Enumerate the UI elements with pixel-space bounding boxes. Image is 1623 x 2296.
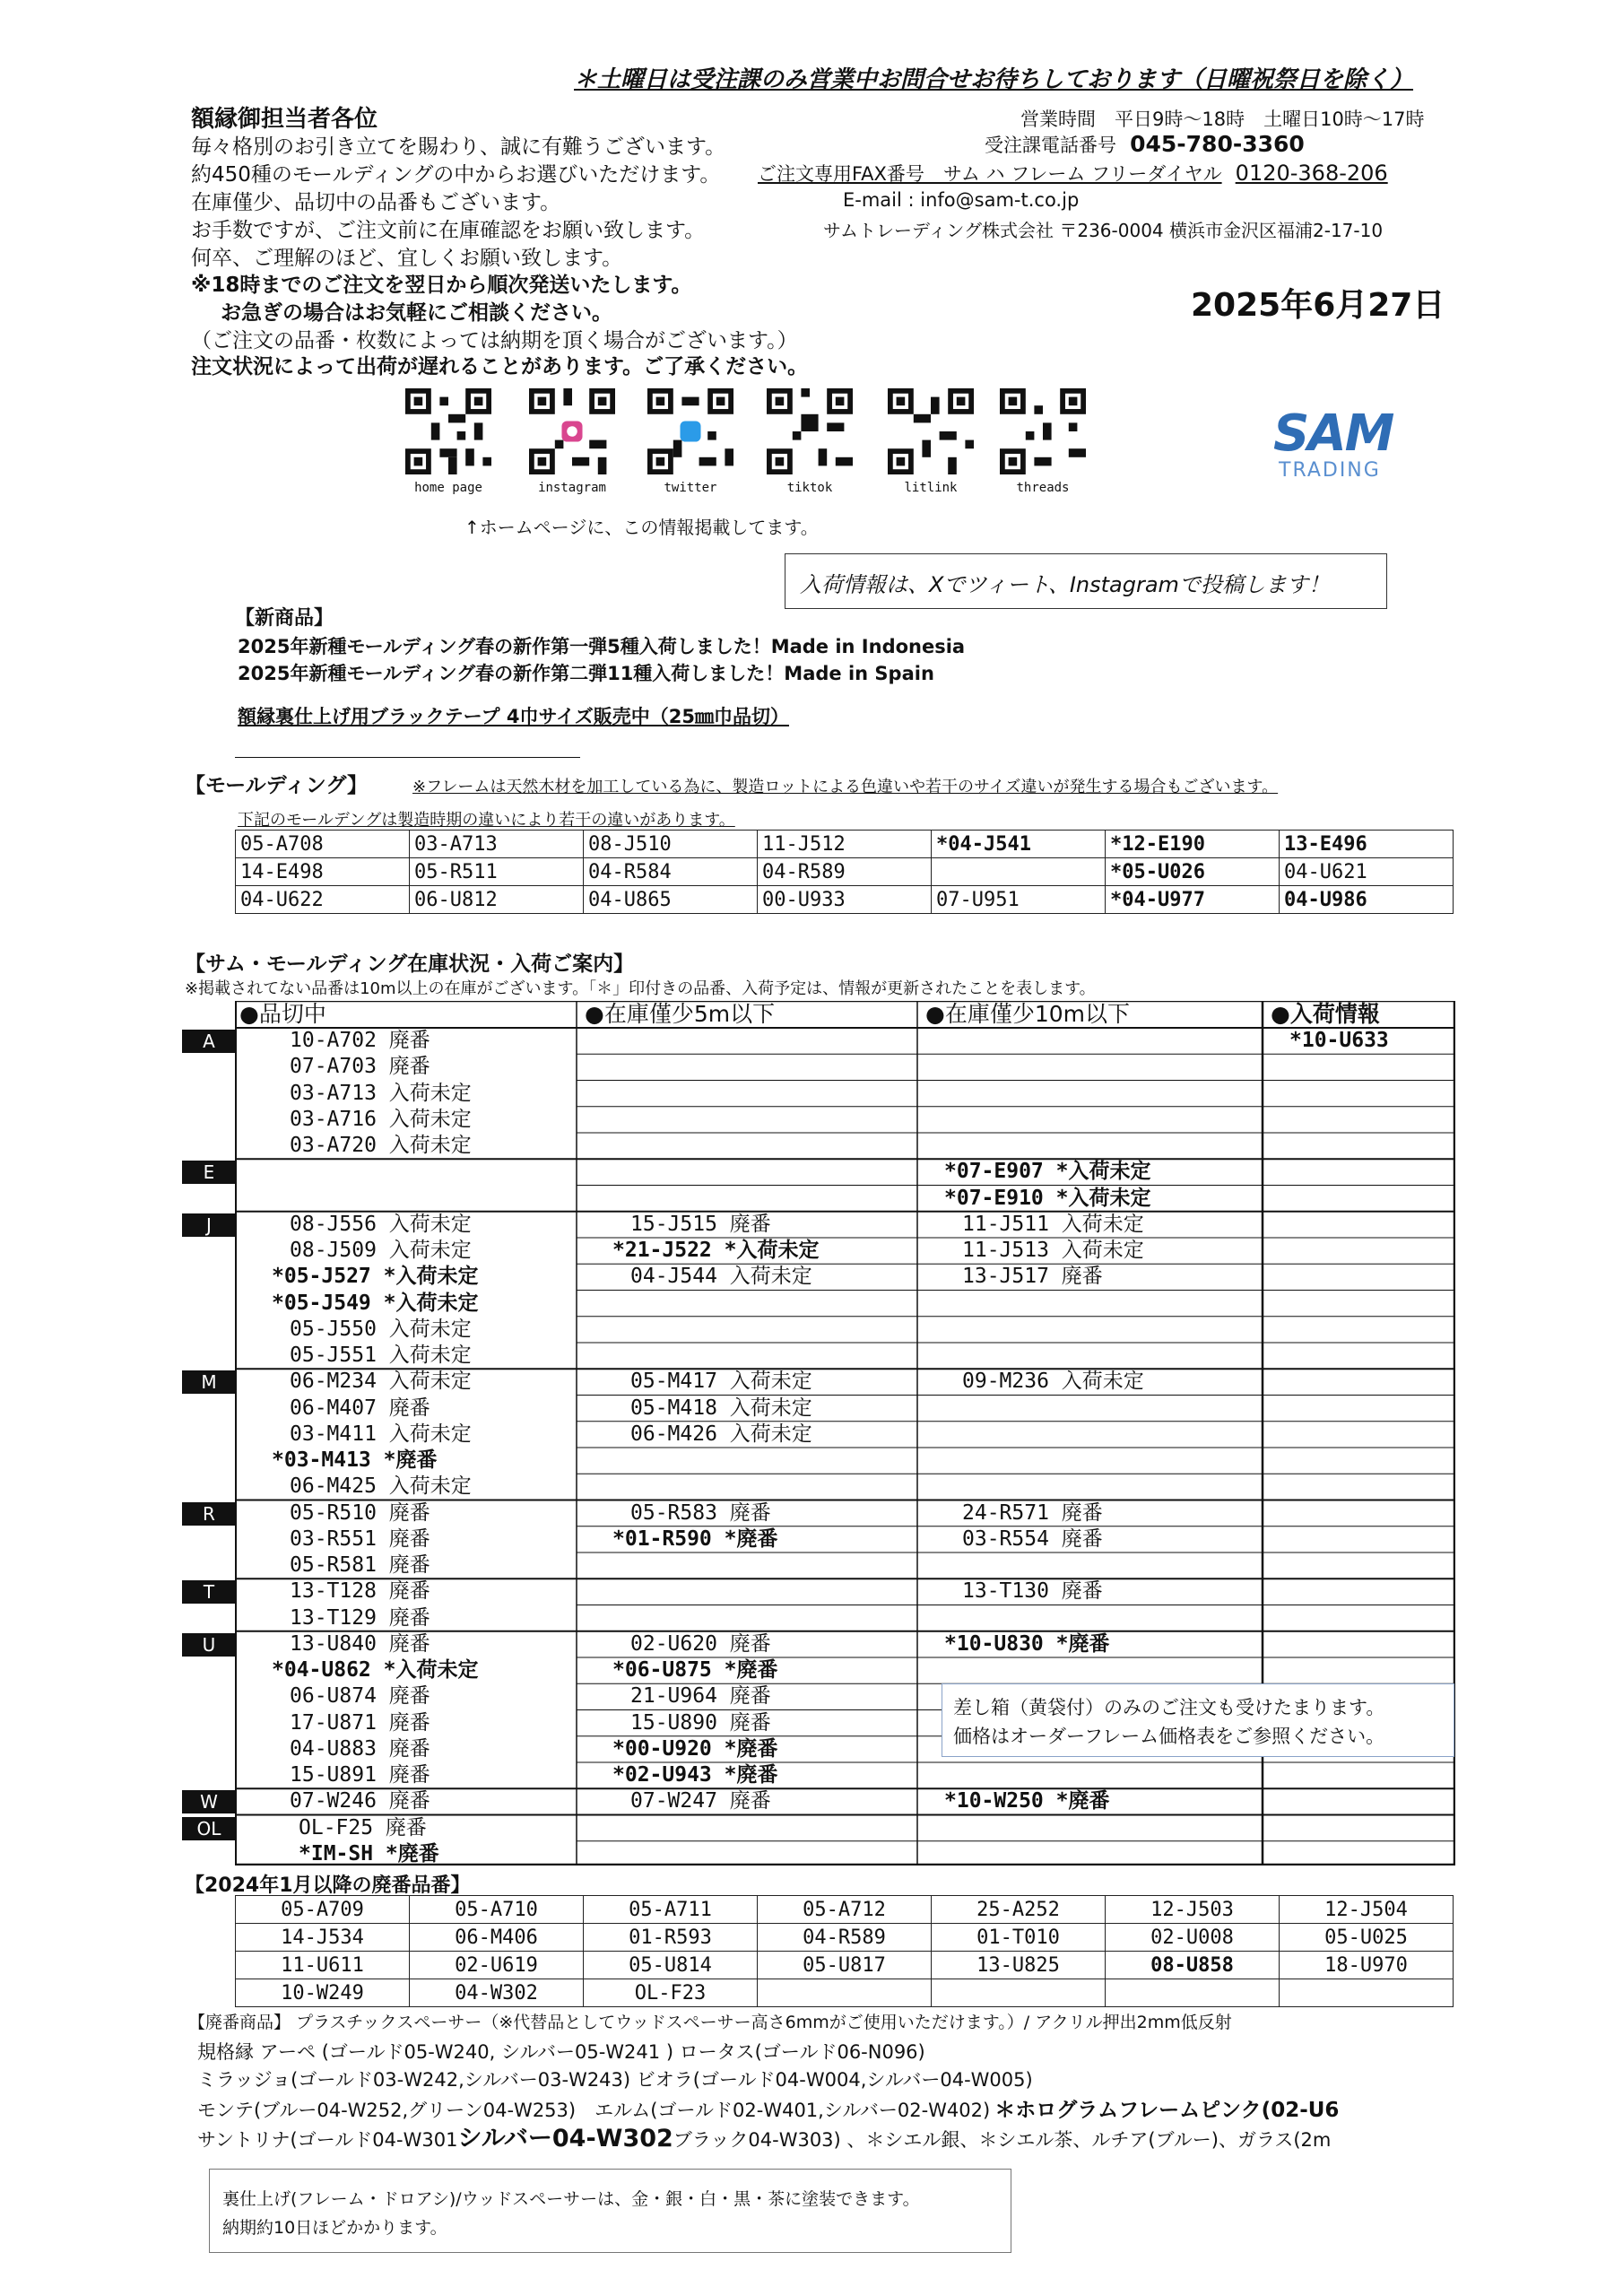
stock-cell: 07-A703 廃番	[290, 1055, 430, 1079]
table-cell: 05-A710	[410, 1896, 584, 1924]
callout-box	[942, 1683, 1454, 1757]
stock-cell: *04-U862 *入荷未定	[272, 1658, 479, 1682]
stock-cell: *06-U875 *廃番	[612, 1658, 778, 1682]
stock-cell: *10-U830 *廃番	[944, 1631, 1110, 1656]
table-cell: 05-U817	[758, 1952, 932, 1979]
table-cell: 08-U858	[1106, 1952, 1280, 1979]
consult-note: お急ぎの場合はお気軽にご相談ください。	[221, 301, 612, 325]
table-cell: 06-M406	[410, 1924, 584, 1952]
stock-cell: 03-A713 入荷未定	[290, 1081, 472, 1105]
table-cell	[932, 858, 1106, 886]
stock-cell: 06-M234 入荷未定	[290, 1370, 472, 1394]
fax-label: ご注文専用FAX番号 サム ハ フレーム フリーダイヤル	[758, 163, 1222, 185]
stock-cell: *05-J549 *入荷未定	[272, 1291, 479, 1315]
stock-cell: 03-R551 廃番	[290, 1526, 430, 1551]
table-cell: 04-U621	[1280, 858, 1454, 886]
table-cell: 13-U825	[932, 1952, 1106, 1979]
stock-cell: 11-J511 入荷未定	[962, 1212, 1144, 1236]
stock-cell: 13-J517 廃番	[962, 1265, 1103, 1289]
fax-number: 0120-368-206	[1235, 161, 1388, 186]
table-cell: 05-A708	[236, 831, 410, 858]
table-cell: 14-J534	[236, 1924, 410, 1952]
stock-cell: 04-U883 廃番	[290, 1736, 430, 1761]
intro-line: 約450種のモールディングの中からお選びいただけます。	[191, 163, 721, 187]
discontinued-products-line: 【廃番商品】 プラスチックスペーサー（※代替品としてウッドスペーサー高さ6mmがご使用いただけます。）/ アクリル押出2mm低反射	[188, 2013, 1232, 2032]
stock-cell: 03-A716 入荷未定	[290, 1107, 472, 1131]
qr-instagram-icon[interactable]	[529, 388, 615, 474]
table-cell: 07-U951	[932, 886, 1106, 914]
table-cell: 11-U611	[236, 1952, 410, 1979]
issue-date: 2025年6月27日	[1191, 287, 1445, 324]
table-row	[236, 1952, 1454, 1979]
table-cell: 18-U970	[1280, 1952, 1454, 1979]
table-cell: 05-R511	[410, 858, 584, 886]
stock-cell: *00-U920 *廃番	[612, 1736, 778, 1761]
table-cell: *04-U977	[1106, 886, 1280, 914]
table-cell: 04-W302	[410, 1979, 584, 2007]
stock-cell: 24-R571 廃番	[962, 1500, 1103, 1525]
company-address: サムトレーディング株式会社 〒236-0004 横浜市金沢区福浦2-17-10	[823, 220, 1384, 241]
discontinued-heading: 【2024年1月以降の廃番品番】	[185, 1874, 471, 1897]
new-product-line: 2025年新種モールディング春の新作第一弾5種入荷しました！Made in Indonesia	[238, 636, 966, 657]
silver-w302: シルバー04-W302	[457, 2125, 673, 2152]
section-label-a: A	[182, 1030, 236, 1053]
discontinued-table	[235, 1895, 1454, 2007]
stock-cell: 13-T128 廃番	[290, 1579, 430, 1604]
table-cell: OL-F23	[584, 1979, 758, 2007]
qr-label: home page	[414, 481, 482, 495]
table-cell: 05-A712	[758, 1896, 932, 1924]
table-cell: *12-E190	[1106, 831, 1280, 858]
stock-cell: 03-A720 入荷未定	[290, 1134, 472, 1157]
email: E-mail : info@sam-t.co.jp	[843, 189, 1080, 211]
stock-cell: 15-U890 廃番	[630, 1710, 771, 1735]
moulding-table	[235, 830, 1454, 914]
table-cell: 04-U865	[584, 886, 758, 914]
stock-cell: 08-J509 入荷未定	[290, 1239, 472, 1262]
business-hours: 営業時間 平日9時～18時 土曜日10時～17時	[1020, 109, 1425, 130]
stock-cell: 06-M426 入荷未定	[630, 1422, 812, 1446]
qr-label: instagram	[538, 481, 606, 495]
stock-heading: 【サム・モールディング在庫状況・入荷ご案内】	[185, 952, 635, 976]
stock-cell: 05-M417 入荷未定	[630, 1370, 812, 1394]
discontinued-products-line: ミラッジョ(ゴールド03-W242,シルバー03-W243) ビオラ(ゴールド04-W004,シルバー04-W005)	[197, 2069, 1033, 2091]
table-cell: 04-U622	[236, 886, 410, 914]
stock-cell: OL-F25 廃番	[299, 1815, 427, 1839]
intro-line: 毎々格別のお引き立てを賜わり、誠に有難うございます。	[191, 135, 726, 159]
table-cell: 25-A252	[932, 1896, 1106, 1924]
table-cell: 06-U812	[410, 886, 584, 914]
logo-sub: TRADING	[1279, 459, 1381, 482]
table-cell: 12-J504	[1280, 1896, 1454, 1924]
table-row	[236, 1979, 1454, 2007]
intro-line: お手数ですが、ご注文前に在庫確認をお願い致します。	[191, 219, 706, 242]
stock-cell: 05-J550 入荷未定	[290, 1317, 472, 1341]
table-row	[236, 1896, 1454, 1924]
table-cell	[1280, 1979, 1454, 2007]
footer-note-line: 納期約10日ほどかかります。	[222, 2218, 447, 2238]
divider	[235, 757, 580, 758]
moulding-heading: 【モールディング】	[185, 774, 369, 797]
table-cell	[1106, 1979, 1280, 2007]
section-label-u: U	[182, 1633, 236, 1657]
new-products-heading: 【新商品】	[235, 607, 334, 630]
stock-cell: *10-W250 *廃番	[944, 1789, 1110, 1813]
stock-cell: 02-U620 廃番	[630, 1631, 771, 1656]
stock-cell: 15-U891 廃番	[290, 1763, 430, 1787]
stock-cell: 13-T130 廃番	[962, 1579, 1103, 1604]
table-cell: 12-J503	[1106, 1896, 1280, 1924]
table-cell: 01-R593	[584, 1924, 758, 1952]
phone-label: 受注課電話番号	[985, 135, 1116, 156]
section-label-e: E	[182, 1161, 236, 1184]
stock-cell: 15-J515 廃番	[630, 1212, 771, 1236]
footer-note-line: 裏仕上げ(フレーム・ドロアシ)/ウッドスペーサーは、金・銀・白・黒・茶に塗装できます。	[222, 2189, 920, 2209]
header-low-5m: ●在庫僅少5m以下	[585, 1001, 776, 1027]
stock-cell: *07-E910 *入荷未定	[944, 1186, 1151, 1210]
table-cell	[932, 1979, 1106, 2007]
table-row	[236, 831, 1454, 858]
qr-twitter-icon[interactable]	[647, 388, 733, 474]
discontinued-products-line: モンテ(ブルー04-W252,グリーン04-W253) エルム(ゴールド02-W401,シルバー02-W402)	[197, 2100, 991, 2121]
stock-cell: 05-R581 廃番	[290, 1553, 430, 1577]
greeting: 額縁御担当者各位	[191, 106, 378, 133]
intro-line: 何卒、ご理解のほど、宜しくお願い致します。	[191, 247, 623, 270]
stock-cell: 10-A702 廃番	[290, 1029, 430, 1052]
homepage-caption: ↑ホームページに、この情報掲載してます。	[464, 517, 819, 538]
post-note: 入荷情報は、Xでツィート、Instagramで投稿します！	[800, 572, 1330, 597]
table-cell: 00-U933	[758, 886, 932, 914]
logo-main: SAM	[1273, 404, 1393, 463]
hologram-frame: ＊ホログラムフレームピンク(02-U6	[994, 2099, 1340, 2122]
qr-label: threads	[1016, 481, 1070, 495]
stock-cell: 04-J544 入荷未定	[630, 1265, 812, 1289]
section-label-j: J	[182, 1213, 236, 1237]
qr-home-page-icon[interactable]	[405, 388, 491, 474]
table-cell: 04-R584	[584, 858, 758, 886]
moulding-note: 下記のモールデングは製造時期の違いにより若干の違いがあります。	[238, 811, 735, 830]
table-row	[236, 886, 1454, 914]
moulding-note: ※フレームは天然木材を加工している為に、製造ロットによる色違いや若干のサイズ違いが発生する場合もございます。	[412, 778, 1279, 796]
qr-label: litlink	[904, 481, 958, 495]
discontinued-products-line: サントリナ(ゴールド04-W301	[197, 2129, 458, 2151]
section-label-m: M	[182, 1370, 236, 1394]
stock-cell: *05-J527 *入荷未定	[272, 1265, 479, 1289]
delivery-note: （ご注文の品番・枚数によっては納期を頂く場合がございます。）	[191, 329, 798, 352]
section-label-w: W	[182, 1790, 236, 1813]
qr-litlink-icon[interactable]	[888, 388, 974, 474]
table-row	[236, 1924, 1454, 1952]
table-cell: 11-J512	[758, 831, 932, 858]
section-label-ol: OL	[182, 1817, 236, 1840]
stock-cell: *01-R590 *廃番	[612, 1526, 778, 1551]
table-cell: 05-A711	[584, 1896, 758, 1924]
table-cell: 05-A709	[236, 1896, 410, 1924]
table-cell: 02-U619	[410, 1952, 584, 1979]
stock-cell: 21-U964 廃番	[630, 1684, 771, 1709]
discontinued-products-line: 規格縁 アーペ (ゴールド05-W240, シルバー05-W241 ) ロータス(ゴールド06-N096)	[197, 2041, 925, 2063]
saturday-notice: ＊土曜日は受注課のみ営業中お問合せお待ちしております（日曜祝祭日を除く）	[574, 66, 1414, 93]
section-label-t: T	[182, 1580, 236, 1604]
table-cell: 13-E496	[1280, 831, 1454, 858]
stock-cell: 06-U874 廃番	[290, 1684, 430, 1709]
qr-threads-icon[interactable]	[1000, 388, 1086, 474]
table-cell: 05-U025	[1280, 1924, 1454, 1952]
stock-cell: 17-U871 廃番	[290, 1710, 430, 1735]
table-row	[236, 858, 1454, 886]
phone-number: 045-780-3360	[1130, 131, 1305, 157]
table-cell: 04-U986	[1280, 886, 1454, 914]
table-cell: 03-A713	[410, 831, 584, 858]
intro-line: 在庫僅少、品切中の品番もございます。	[191, 191, 561, 214]
header-arrival-info: ●入荷情報	[1271, 1001, 1380, 1027]
table-cell: 08-J510	[584, 831, 758, 858]
stock-cell: 05-R583 廃番	[630, 1500, 771, 1525]
stock-cell: 11-J513 入荷未定	[962, 1239, 1144, 1262]
section-label-r: R	[182, 1502, 236, 1526]
table-cell	[758, 1979, 932, 2007]
footer-note-box	[209, 2169, 1011, 2253]
new-product-line: 2025年新種モールディング春の新作第二弾11種入荷しました！Made in Spain	[238, 663, 934, 684]
callout-line: 価格はオーダーフレーム価格表をご参照ください。	[953, 1726, 1385, 1747]
stock-cell: 05-J551 入荷未定	[290, 1344, 472, 1367]
stock-cell: *02-U943 *廃番	[612, 1763, 778, 1787]
stock-cell: 06-M407 廃番	[290, 1396, 430, 1420]
post-note-box	[785, 553, 1387, 609]
qr-label: tiktok	[786, 481, 833, 495]
qr-tiktok-icon[interactable]	[767, 388, 853, 474]
stock-cell: 06-M425 入荷未定	[290, 1474, 472, 1499]
discontinued-products-line: ブラック04-W303) 、＊シエル銀、＊シエル茶、ルチア(ブルー)、ガラス(2m	[673, 2129, 1332, 2151]
stock-cell: 09-M236 入荷未定	[962, 1370, 1144, 1394]
stock-cell: *10-U633	[1289, 1029, 1389, 1052]
table-cell: 01-T010	[932, 1924, 1106, 1952]
stock-cell: *IM-SH *廃番	[299, 1841, 439, 1866]
sam-trading-logo[interactable]	[1273, 404, 1408, 482]
shipping-note: ※18時までのご注文を翌日から順次発送いたします。	[191, 274, 692, 297]
stock-cell: 05-R510 廃番	[290, 1500, 430, 1525]
stock-cell: 03-M411 入荷未定	[290, 1422, 472, 1446]
stock-subnote: ※掲載されてない品番は10m以上の在庫がございます。「＊」印付きの品番、入荷予定は、情報が更新されたことを表します。	[185, 979, 1096, 998]
stock-cell: *21-J522 *入荷未定	[612, 1239, 820, 1262]
stock-cell: 08-J556 入荷未定	[290, 1212, 472, 1236]
stock-cell: 07-W246 廃番	[290, 1789, 430, 1813]
callout-line: 差し箱（黄袋付）のみのご注文も受けたまります。	[953, 1697, 1385, 1718]
stock-cell: 07-W247 廃番	[630, 1789, 771, 1813]
table-cell: *05-U026	[1106, 858, 1280, 886]
table-cell: 02-U008	[1106, 1924, 1280, 1952]
qr-label: twitter	[664, 481, 717, 495]
table-cell: 04-R589	[758, 1924, 932, 1952]
table-cell: 04-R589	[758, 858, 932, 886]
header-low-10m: ●在庫僅少10m以下	[925, 1001, 1130, 1027]
table-cell: 14-E498	[236, 858, 410, 886]
table-cell: 10-W249	[236, 1979, 410, 2007]
stock-cell: 13-T129 廃番	[290, 1605, 430, 1630]
stock-cell: 13-U840 廃番	[290, 1631, 430, 1656]
table-cell: 05-U814	[584, 1952, 758, 1979]
stock-cell: *03-M413 *廃番	[272, 1448, 438, 1472]
header-sold-out: ●品切中	[239, 1001, 326, 1027]
delay-note: 注文状況によって出荷が遅れることがあります。ご了承ください。	[191, 355, 809, 378]
table-cell: *04-J541	[932, 831, 1106, 858]
stock-cell: *07-E907 *入荷未定	[944, 1160, 1151, 1184]
stock-cell: 05-M418 入荷未定	[630, 1396, 812, 1420]
stock-cell: 03-R554 廃番	[962, 1526, 1103, 1551]
black-tape-note: 額縁裏仕上げ用ブラックテープ 4巾サイズ販売中（25㎜巾品切）	[238, 706, 789, 727]
